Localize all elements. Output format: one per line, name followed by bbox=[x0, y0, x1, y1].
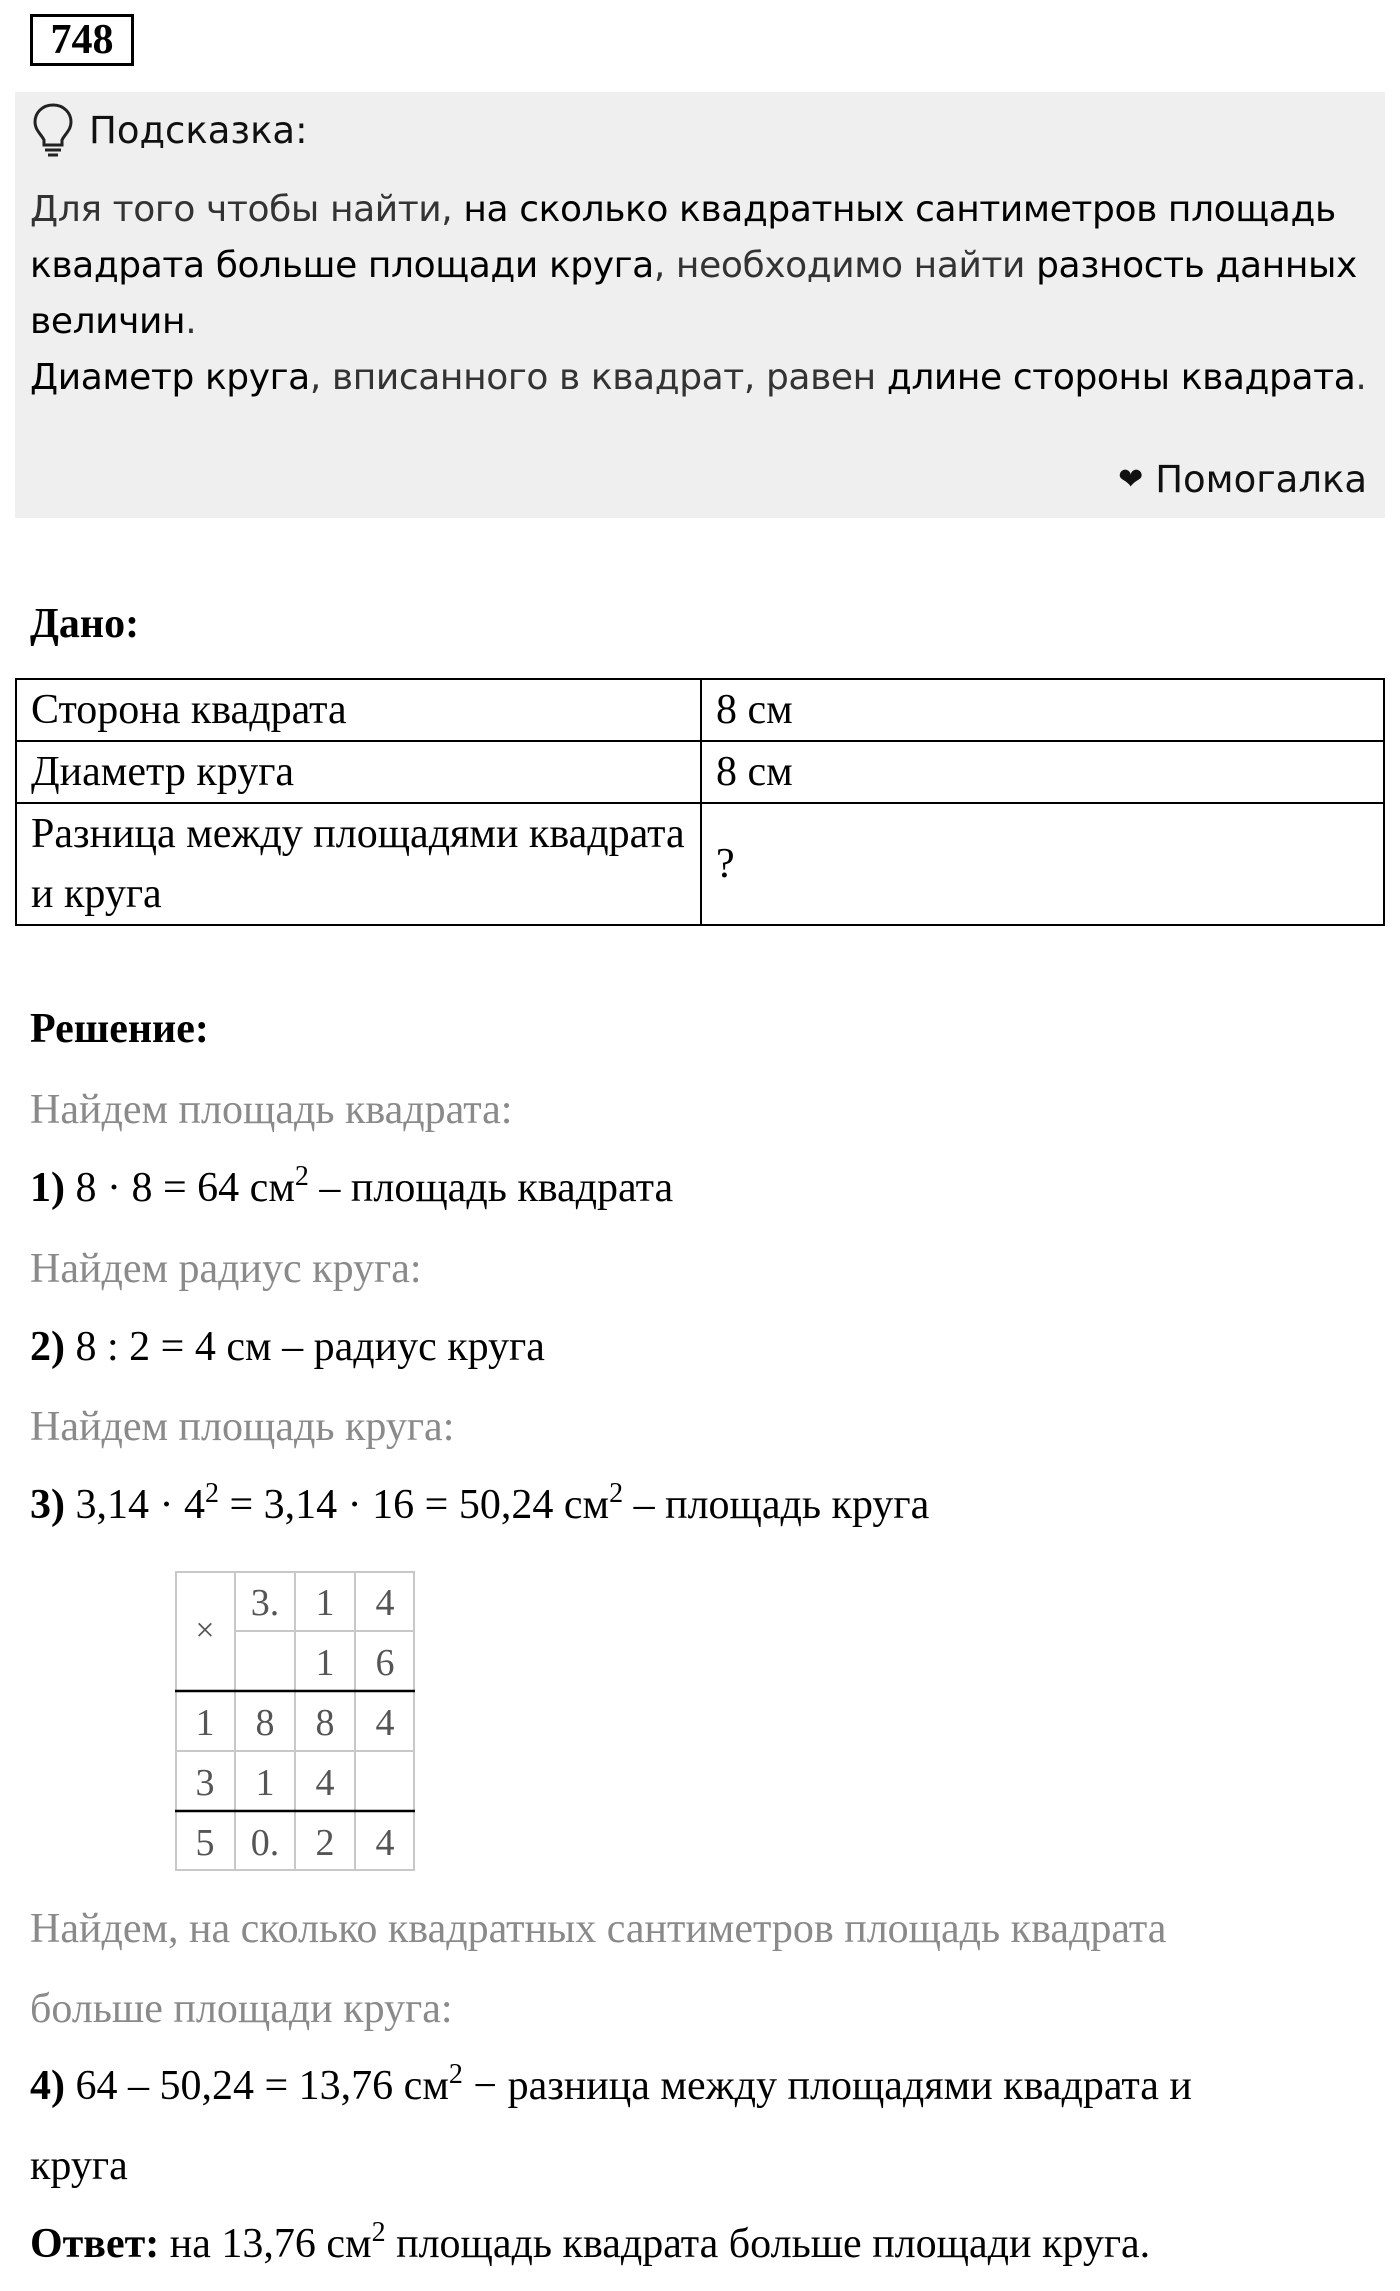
step-4-intro-line-2: больше площади круга: bbox=[30, 1986, 453, 2032]
grid-cell: 4 bbox=[315, 1762, 335, 1804]
grid-cell: 3 bbox=[195, 1762, 215, 1804]
given-label: Диаметр круга bbox=[16, 741, 701, 803]
grid-cell: 1 bbox=[195, 1702, 215, 1744]
grid-cell: 1 bbox=[315, 1642, 335, 1684]
grid-cell: 3. bbox=[250, 1582, 280, 1624]
task-number: 748 bbox=[30, 14, 134, 66]
grid-cell: 4 bbox=[375, 1702, 395, 1744]
hint-box bbox=[15, 92, 1385, 518]
step-3: 3) $3,14 \cdot 4^2 = 3,14 \cdot 16 = 50,24$ $см^2$ – площадь круга bbox=[30, 1478, 930, 1528]
given-table bbox=[15, 678, 1385, 926]
hint-paragraph-2: Диаметр круга, вписанного в квадрат, равен длине стороны квадрата. bbox=[30, 357, 1367, 398]
step-2-intro: Найдем радиус круга: bbox=[30, 1246, 422, 1292]
hint-footer-link[interactable] bbox=[1118, 458, 1367, 501]
grid-cell: 0. bbox=[250, 1822, 280, 1864]
given-label: Сторона квадрата bbox=[16, 679, 701, 741]
column-multiplication-grid bbox=[175, 1571, 415, 1871]
grid-cell: 5 bbox=[195, 1822, 215, 1864]
solution-title: Решение: bbox=[30, 1006, 209, 1052]
given-label: Разница между площадями квадрата и круга bbox=[16, 803, 701, 925]
given-value: 8 см bbox=[701, 679, 1384, 741]
grid-cell: 8 bbox=[315, 1702, 335, 1744]
step-3-intro: Найдем площадь круга: bbox=[30, 1404, 455, 1450]
step-4-intro-line-1: Найдем, на сколько квадратных сантиметров площадь квадрата bbox=[30, 1906, 1167, 1952]
grid-cell: 8 bbox=[255, 1702, 275, 1744]
step-4: 4) 64 – 50,24 = 13,76 $см^2$ − разница между площадями квадрата и bbox=[30, 2059, 1192, 2109]
multiply-operator: × bbox=[195, 1612, 215, 1649]
step-1-intro: Найдем площадь квадрата: bbox=[30, 1087, 513, 1133]
grid-cell: 1 bbox=[315, 1582, 335, 1624]
grid-cell: 6 bbox=[375, 1642, 395, 1684]
hint-paragraph-1: Для того чтобы найти, на сколько квадратных сантиметров площадь квадрата больше площади круга, необходимо найти разность данных величин. bbox=[30, 189, 1357, 342]
grid-cell: 4 bbox=[375, 1822, 395, 1864]
table-row bbox=[16, 679, 1384, 741]
answer-label: Ответ: bbox=[30, 2221, 160, 2267]
column-multiplication bbox=[175, 1571, 415, 1876]
heart-icon: ❤ bbox=[1118, 462, 1144, 497]
grid-cell: 2 bbox=[315, 1822, 335, 1864]
hint-header bbox=[31, 98, 308, 162]
grid-cell: 1 bbox=[255, 1762, 275, 1804]
lightbulb-icon bbox=[31, 101, 75, 159]
step-4-continuation: круга bbox=[30, 2143, 128, 2189]
hint-footer-label: Помогалка bbox=[1155, 458, 1367, 501]
grid-cell: 4 bbox=[375, 1582, 395, 1624]
given-value: ? bbox=[701, 803, 1384, 925]
step-2: 2) 8 : 2 = 4 см – радиус круга bbox=[30, 1324, 545, 1370]
table-row bbox=[16, 803, 1384, 925]
table-row bbox=[16, 741, 1384, 803]
hint-title: Подсказка: bbox=[89, 108, 308, 152]
step-1: 1) 8 · 8 = 64 $см^2$ – площадь квадрата bbox=[30, 1161, 674, 1211]
answer: Ответ: на 13,76 $см^2$ площадь квадрата больше площади круга. bbox=[30, 2217, 1151, 2267]
given-value: 8 см bbox=[701, 741, 1384, 803]
given-title: Дано: bbox=[30, 601, 140, 647]
hint-text bbox=[30, 182, 1370, 406]
